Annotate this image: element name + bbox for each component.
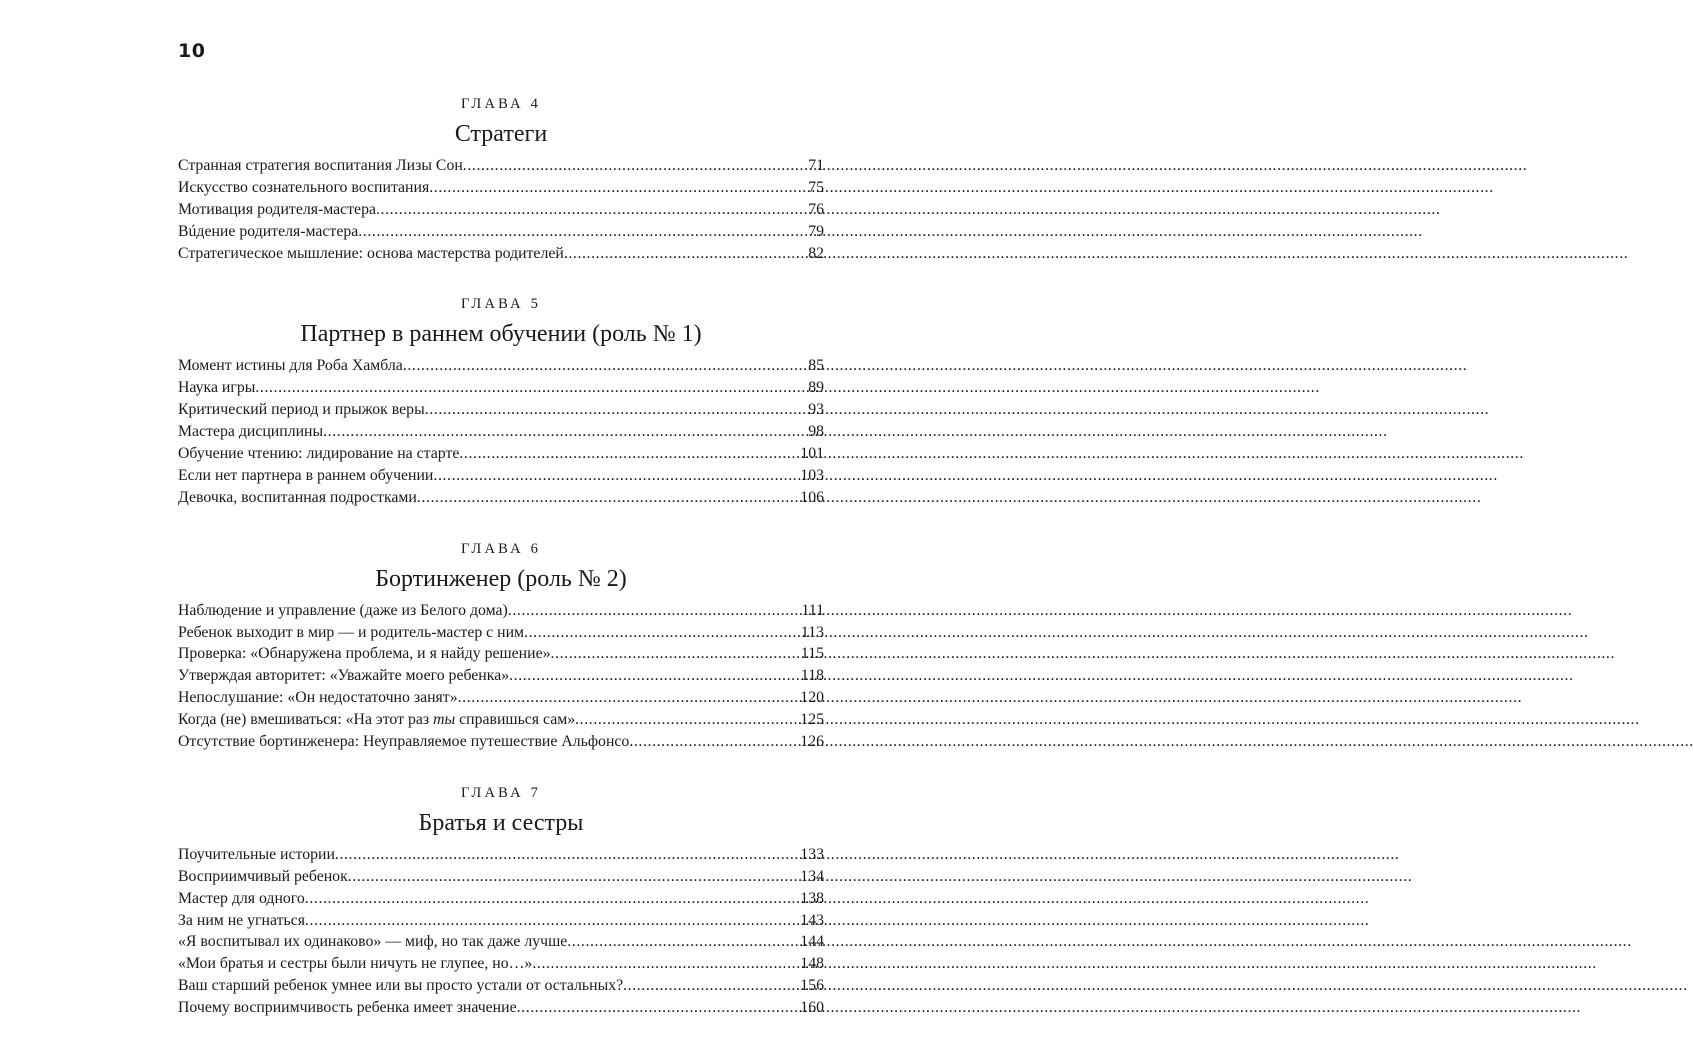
toc-entry[interactable] xyxy=(178,622,824,644)
entry-title: Непослушание: «Он недостаточно занят» xyxy=(178,689,458,707)
entry-title: «Я воспитывал их одинаково» — миф, но так даже лучше xyxy=(178,933,568,951)
entry-title-part: справишься сам» xyxy=(455,711,576,729)
dot-leader xyxy=(463,155,807,177)
toc-entry[interactable] xyxy=(178,888,824,910)
entry-title: Обучение чтению: лидирование на старте xyxy=(178,445,460,463)
dot-leader xyxy=(323,421,807,443)
entry-page-number: 156 xyxy=(800,977,824,995)
dot-leader xyxy=(508,600,801,622)
dot-leader xyxy=(376,199,807,221)
chapter-entries xyxy=(178,844,824,1019)
toc-entry[interactable] xyxy=(178,731,824,753)
entry-title: Поучительные истории xyxy=(178,845,335,863)
toc-entry[interactable] xyxy=(178,975,824,997)
entry-title xyxy=(178,709,575,731)
entry-title: Стратегическое мышление: основа мастерства родителей xyxy=(178,244,564,262)
entry-page-number: 160 xyxy=(800,999,824,1017)
entry-page-number: 106 xyxy=(800,488,824,506)
entry-title: За ним не угнаться xyxy=(178,911,305,929)
entry-page-number: 103 xyxy=(800,466,824,484)
dot-leader xyxy=(358,221,807,243)
toc-entry[interactable] xyxy=(178,910,824,932)
toc-entry[interactable] xyxy=(178,155,824,177)
dot-leader xyxy=(305,910,799,932)
entry-page-number: 111 xyxy=(801,601,824,619)
dot-leader xyxy=(425,399,808,421)
entry-page-number: 82 xyxy=(808,244,824,262)
dot-leader xyxy=(458,687,800,709)
entry-page-number: 120 xyxy=(800,689,824,707)
entry-title: Проверка: «Обнаружена проблема, и я найду решение» xyxy=(178,645,551,663)
entry-title: Момент истины для Роба Хамбла xyxy=(178,357,403,375)
dot-leader xyxy=(532,953,799,975)
entry-title: Странная стратегия воспитания Лизы Сон xyxy=(178,157,463,174)
dot-leader xyxy=(429,177,807,199)
toc-entry[interactable] xyxy=(178,600,824,622)
entry-page-number: 101 xyxy=(800,445,824,463)
entry-page-number: 138 xyxy=(800,889,824,907)
entry-page-number: 76 xyxy=(808,200,824,218)
dot-leader xyxy=(524,622,800,644)
entry-page-number: 134 xyxy=(800,867,824,885)
toc-entry[interactable] xyxy=(178,443,824,465)
chapter-label: ГЛАВА 7 xyxy=(460,784,542,801)
toc-entry[interactable] xyxy=(178,487,824,509)
toc-entry[interactable] xyxy=(178,931,824,953)
chapter-label: ГЛАВА 6 xyxy=(460,540,542,557)
toc-entry[interactable] xyxy=(178,421,824,443)
entry-title-part: Когда (не) вмешиваться: «На этот раз xyxy=(178,711,434,729)
entry-title: Девочка, воспитанная подростками xyxy=(178,488,417,506)
dot-leader xyxy=(517,997,800,1019)
toc-entry[interactable] xyxy=(178,953,824,975)
toc-entry[interactable] xyxy=(178,643,824,665)
entry-title: Искусство сознательного воспитания xyxy=(178,178,430,196)
entry-page-number: 125 xyxy=(800,711,824,729)
table-of-contents xyxy=(178,95,824,1050)
entry-page-number: 93 xyxy=(808,401,824,419)
dot-leader xyxy=(305,888,800,910)
entry-title: Мотивация родителя-мастера xyxy=(178,200,376,218)
dot-leader xyxy=(417,487,799,509)
toc-entry[interactable] xyxy=(178,355,824,377)
chapter-title: Стратеги xyxy=(454,121,548,147)
entry-title: Ваш старший ребенок умнее или вы просто устали от остальных? xyxy=(178,977,624,995)
entry-title-emphasis: ты xyxy=(433,711,456,729)
entry-title: Мастер для одного xyxy=(178,889,305,907)
dot-leader xyxy=(348,866,800,888)
entry-page-number: 143 xyxy=(800,911,824,929)
chapter-title: Бортинженер (роль № 2) xyxy=(375,565,627,592)
chapter-entries xyxy=(178,600,824,753)
entry-title: Вúдение родителя-мастера xyxy=(178,222,359,240)
entry-title: Наблюдение и управление (даже из Белого дома) xyxy=(178,601,508,619)
dot-leader xyxy=(335,844,799,866)
entry-page-number: 148 xyxy=(800,955,824,973)
entry-page-number: 133 xyxy=(800,845,824,863)
entry-page-number: 98 xyxy=(808,423,824,441)
toc-entry[interactable] xyxy=(178,465,824,487)
entry-title: Мастера дисциплины xyxy=(178,423,324,441)
toc-entry[interactable] xyxy=(178,866,824,888)
chapter-4 xyxy=(178,95,824,264)
toc-entry[interactable] xyxy=(178,177,824,199)
entry-page-number: 85 xyxy=(808,357,824,375)
entry-page-number: 126 xyxy=(800,733,824,751)
entry-title: Критический период и прыжок веры xyxy=(178,401,425,419)
entry-page-number: 79 xyxy=(808,222,824,240)
dot-leader xyxy=(509,665,800,687)
dot-leader xyxy=(551,643,800,665)
entry-page-number: 113 xyxy=(800,623,824,641)
entry-page-number: 115 xyxy=(800,645,824,663)
chapter-title: Партнер в раннем обучении (роль № 1) xyxy=(300,321,702,348)
entry-title: Утверждая авторитет: «Уважайте моего ребенка» xyxy=(178,667,510,685)
entry-title: Отсутствие бортинженера: Неуправляемое путешествие Альфонсо xyxy=(178,733,630,751)
entry-title: Ребенок выходит в мир — и родитель-мастер с ним xyxy=(178,623,525,641)
toc-entry[interactable] xyxy=(178,243,824,265)
chapter-6 xyxy=(178,540,824,753)
entry-title: Восприимчивый ребенок xyxy=(178,867,348,885)
toc-entry[interactable] xyxy=(178,377,824,399)
dot-leader xyxy=(623,975,799,997)
dot-leader xyxy=(629,731,799,753)
chapter-entries xyxy=(178,155,824,264)
chapter-5 xyxy=(178,295,824,508)
entry-page-number: 118 xyxy=(800,667,824,685)
toc-entry[interactable] xyxy=(178,199,824,221)
dot-leader xyxy=(564,243,807,265)
chapter-label: ГЛАВА 4 xyxy=(460,96,542,112)
toc-entry[interactable] xyxy=(178,709,824,731)
toc-entry[interactable] xyxy=(178,844,824,866)
entry-page-number: 89 xyxy=(808,379,824,397)
entry-title: Если нет партнера в раннем обучении xyxy=(178,466,434,484)
entry-page-number: 75 xyxy=(808,178,824,196)
toc-entry[interactable] xyxy=(178,665,824,687)
entry-title: Наука игры xyxy=(178,379,256,397)
dot-leader xyxy=(575,709,799,731)
toc-entry[interactable] xyxy=(178,687,824,709)
dot-leader xyxy=(255,377,807,399)
entry-title: Почему восприимчивость ребенка имеет значение xyxy=(178,999,517,1017)
entry-page-number: 71 xyxy=(808,157,824,174)
entry-page-number: 144 xyxy=(800,933,824,951)
dot-leader xyxy=(403,355,807,377)
chapter-title: Братья и сестры xyxy=(418,809,584,836)
dot-leader xyxy=(567,931,799,953)
chapter-7 xyxy=(178,784,824,1019)
entry-title: «Мои братья и сестры были ничуть не глупее, но…» xyxy=(178,955,533,973)
dot-leader xyxy=(459,443,799,465)
toc-entry[interactable] xyxy=(178,997,824,1019)
chapter-label: ГЛАВА 5 xyxy=(460,296,542,313)
toc-entry[interactable] xyxy=(178,399,824,421)
chapter-entries xyxy=(178,355,824,508)
page-number: 10 xyxy=(178,40,206,62)
dot-leader xyxy=(433,465,799,487)
toc-entry[interactable] xyxy=(178,221,824,243)
